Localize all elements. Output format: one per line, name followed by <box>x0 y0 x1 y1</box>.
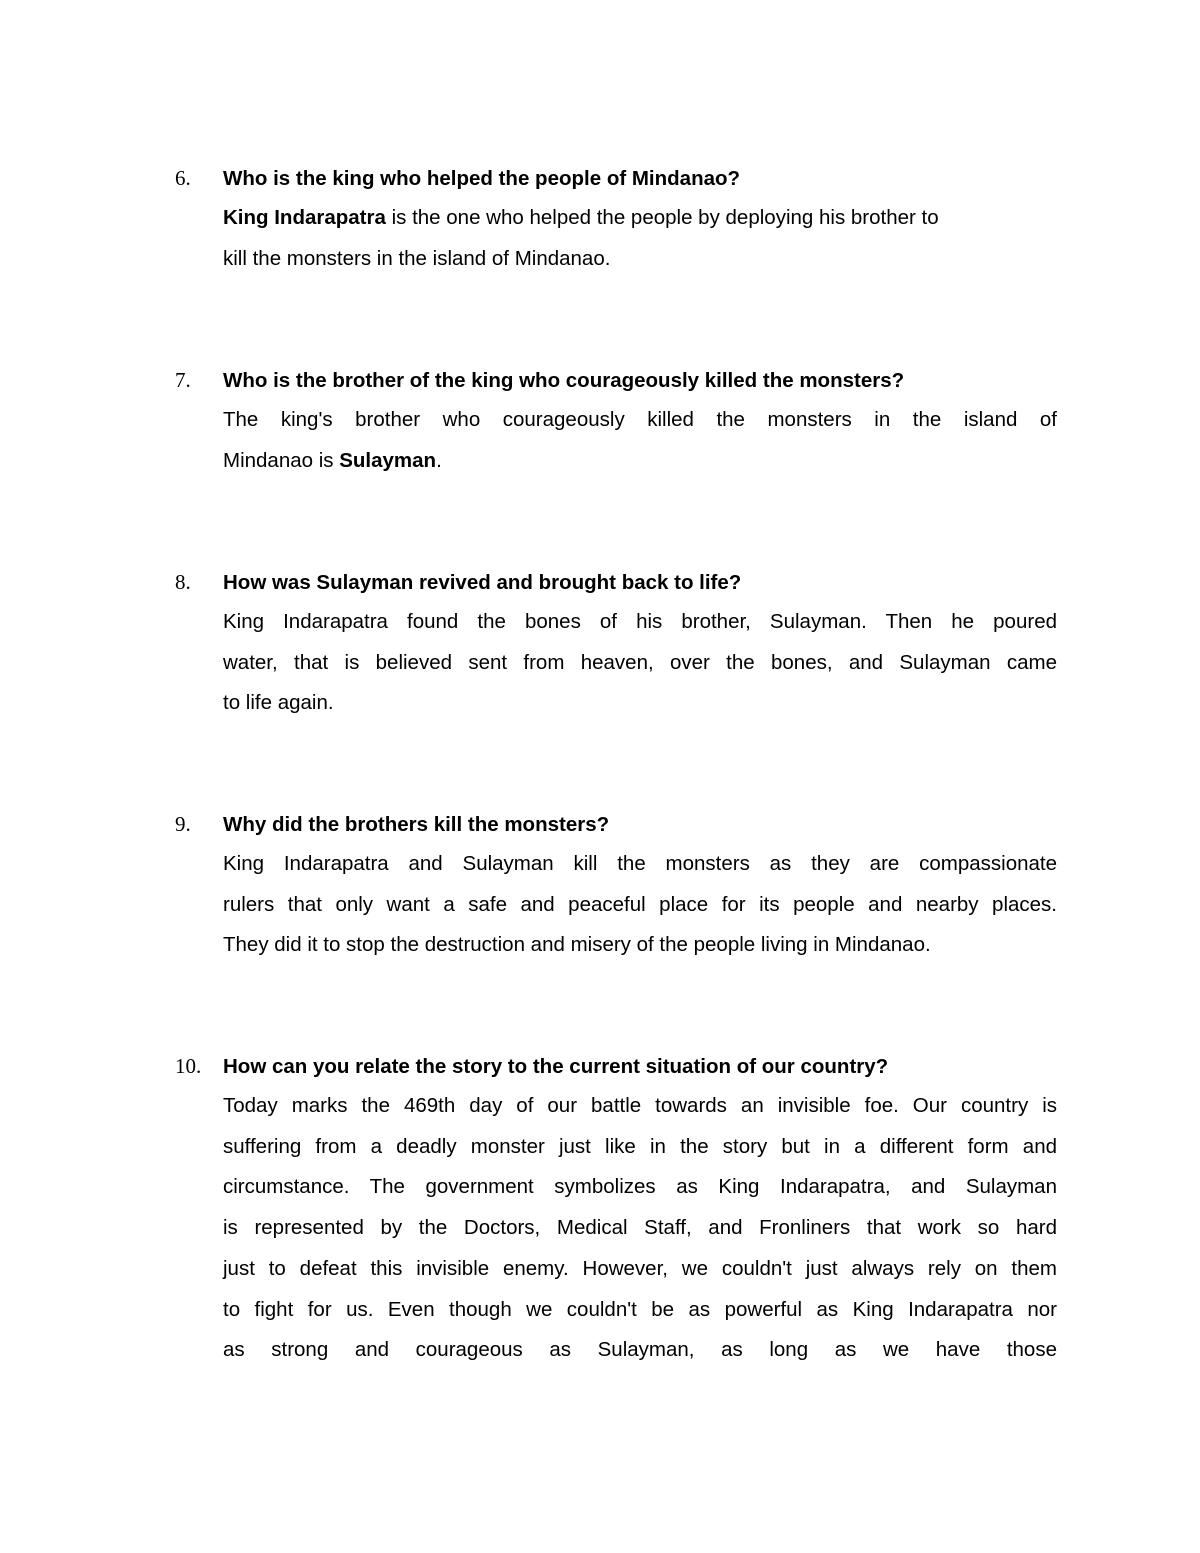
question-text: Who is the king who helped the people of Mindanao? <box>223 167 741 190</box>
answer-line: water, that is believed sent from heaven, over the bones, and Sulayman came <box>223 650 1057 674</box>
item-number: 7. <box>175 368 191 392</box>
answer-text <box>223 198 1057 279</box>
answer-text <box>223 844 1057 966</box>
answer-line: to fight for us. Even though we couldn't be as powerful as King Indarapatra nor <box>223 1297 1057 1321</box>
answer-line: as strong and courageous as Sulayman, as long as we have those <box>223 1338 1057 1362</box>
answer-text <box>223 602 1057 724</box>
answer-bold-text: King Indarapatra <box>223 206 386 229</box>
answer-text-segment: Mindanao is <box>223 448 340 472</box>
answer-line: kill the monsters in the island of Mindanao. <box>223 246 611 270</box>
item-number: 9. <box>175 812 191 836</box>
answer-text <box>223 1086 1057 1371</box>
answer-text <box>223 400 1057 481</box>
question-text: Who is the brother of the king who courageously killed the monsters? <box>223 369 905 392</box>
answer-line: The king's brother who courageously killed the monsters in the island of <box>223 408 1057 431</box>
question-text: How can you relate the story to the current situation of our country? <box>223 1055 889 1078</box>
question-text: Why did the brothers kill the monsters? <box>223 813 610 836</box>
answer-line: They did it to stop the destruction and misery of the people living in Mindanao. <box>223 933 931 957</box>
answer-line: to life again. <box>223 691 334 715</box>
answer-bold-text: Sulayman <box>339 448 437 472</box>
item-number: 10. <box>175 1054 202 1078</box>
answer-line: circumstance. The government symbolizes as King Indarapatra, and Sulayman <box>223 1175 1057 1199</box>
answer-text-segment: is the one who helped the people by deploying his brother to <box>385 206 939 229</box>
answer-line: Today marks the 469th day of our battle towards an invisible foe. Our country is <box>223 1094 1057 1117</box>
item-number: 8. <box>175 570 191 594</box>
answer-line: just to defeat this invisible enemy. However, we couldn't just always rely on them <box>223 1256 1057 1280</box>
answer-line: rulers that only want a safe and peaceful place for its people and nearby places. <box>223 892 1057 916</box>
question-text: How was Sulayman revived and brought back to life? <box>223 571 742 594</box>
answer-line: suffering from a deadly monster just like in the story but in a different form and <box>223 1134 1057 1158</box>
answer-line <box>223 441 1057 482</box>
answer-text-segment: . <box>436 448 442 472</box>
item-number: 6. <box>175 166 191 190</box>
answer-line: is represented by the Doctors, Medical Staff, and Fronliners that work so hard <box>223 1216 1057 1240</box>
answer-line: King Indarapatra found the bones of his brother, Sulayman. Then he poured <box>223 610 1057 633</box>
answer-line: King Indarapatra and Sulayman kill the monsters as they are compassionate <box>223 852 1057 875</box>
answer-line <box>223 198 1057 239</box>
